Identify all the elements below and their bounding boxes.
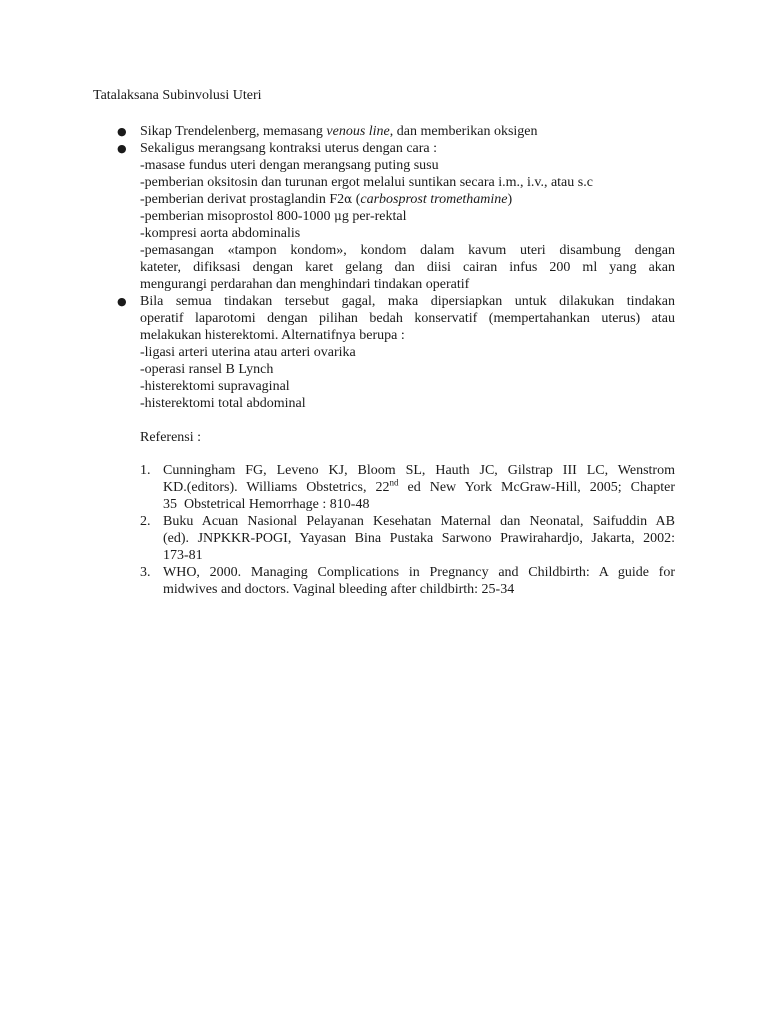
- bullet-text-line: Bila semua tindakan tersebut gagal, maka dipersiapkan untuk dilakukan tindakan: [140, 294, 675, 309]
- bullet-text-line: [140, 191, 675, 208]
- reference-line: 35 Obstetrical Hemorrhage : 810-48: [163, 497, 370, 512]
- bullet-text-line: [140, 208, 675, 225]
- text-segment: Sikap Trendelenberg, memasang: [140, 124, 327, 139]
- bullet-text-line: -ligasi arteri uterina atau arteri ovarika: [140, 345, 356, 360]
- text-segment: -pemberian derivat prostaglandin F2: [140, 192, 345, 207]
- bullet-text-line: -histerektomi total abdominal: [140, 396, 306, 411]
- bullet-icon: ●: [117, 295, 127, 308]
- reference-item: [140, 462, 675, 513]
- text-segment: ed New York McGraw-Hill, 2005; Chapter: [398, 480, 675, 495]
- bullet-item: [117, 140, 675, 293]
- bullet-icon: ●: [117, 125, 127, 138]
- bullet-item: [117, 293, 675, 412]
- page-title: Tatalaksana Subinvolusi Uteri: [93, 88, 262, 103]
- text-segment: -pemberian misoprostol 800-1000: [140, 209, 335, 224]
- bullet-icon: ●: [117, 142, 127, 155]
- reference-line: WHO, 2000. Managing Complications in Pregnancy and Childbirth: A guide for: [163, 565, 675, 580]
- text-segment: , dan memberikan oksigen: [389, 124, 538, 139]
- bullet-list: [117, 123, 675, 412]
- bullet-text-line: -masase fundus uteri dengan merangsang puting susu: [140, 158, 439, 173]
- reference-line: Cunningham FG, Leveno KJ, Bloom SL, Hauth JC, Gilstrap III LC, Wenstrom: [163, 463, 675, 478]
- bullet-text-line: kateter, difiksasi dengan karet gelang dan diisi cairan infus 200 ml yang akan: [140, 260, 675, 275]
- reference-line: 173-81: [163, 548, 203, 563]
- references-list: [140, 462, 675, 598]
- bullet-text-line: melakukan histerektomi. Alternatifnya berupa :: [140, 328, 405, 343]
- mu-symbol: μ: [334, 209, 342, 223]
- text-segment: ): [507, 192, 513, 207]
- bullet-text-line: mengurangi perdarahan dan menghindari tindakan operatif: [140, 277, 470, 292]
- bullet-text-line: Sekaligus merangsang kontraksi uterus dengan cara :: [140, 141, 438, 156]
- text-segment: (: [352, 192, 361, 207]
- reference-line: [163, 479, 675, 496]
- bullet-text-line: -kompresi aorta abdominalis: [140, 226, 301, 241]
- bullet-text-line: -pemberian oksitosin dan turunan ergot melalui suntikan secara i.m., i.v., atau s.c: [140, 175, 593, 190]
- reference-line: midwives and doctors. Vaginal bleeding after childbirth: 25-34: [163, 582, 515, 597]
- bullet-text-line: operatif laparotomi dengan pilihan bedah konservatif (mempertahankan uterus) atau: [140, 311, 675, 326]
- bullet-text-line: -pemasangan «tampon kondom», kondom dalam kavum uteri disambung dengan: [140, 243, 675, 258]
- bullet-text-line: -histerektomi supravaginal: [140, 379, 290, 394]
- bullet-text-line: -operasi ransel B Lynch: [140, 362, 274, 377]
- text-segment: KD.(editors). Williams Obstetrics, 22: [163, 480, 390, 495]
- italic-term: carbosprost tromethamine: [360, 192, 508, 207]
- bullet-text-line: [140, 123, 675, 140]
- references-heading: Referensi :: [140, 430, 202, 445]
- alpha-symbol: α: [344, 192, 353, 206]
- reference-number: 3.: [140, 565, 151, 580]
- reference-number: 2.: [140, 514, 151, 529]
- superscript: nd: [389, 477, 399, 488]
- italic-term: venous line: [326, 124, 390, 139]
- reference-item: [140, 513, 675, 564]
- reference-line: (ed). JNPKKR-POGI, Yayasan Bina Pustaka Sarwono Prawirahardjo, Jakarta, 2002:: [163, 531, 675, 546]
- reference-number: 1.: [140, 463, 151, 478]
- text-segment: g per-rektal: [341, 209, 407, 224]
- bullet-item: [117, 123, 675, 140]
- reference-line: Buku Acuan Nasional Pelayanan Kesehatan Maternal dan Neonatal, Saifuddin AB: [163, 514, 675, 529]
- reference-item: [140, 564, 675, 598]
